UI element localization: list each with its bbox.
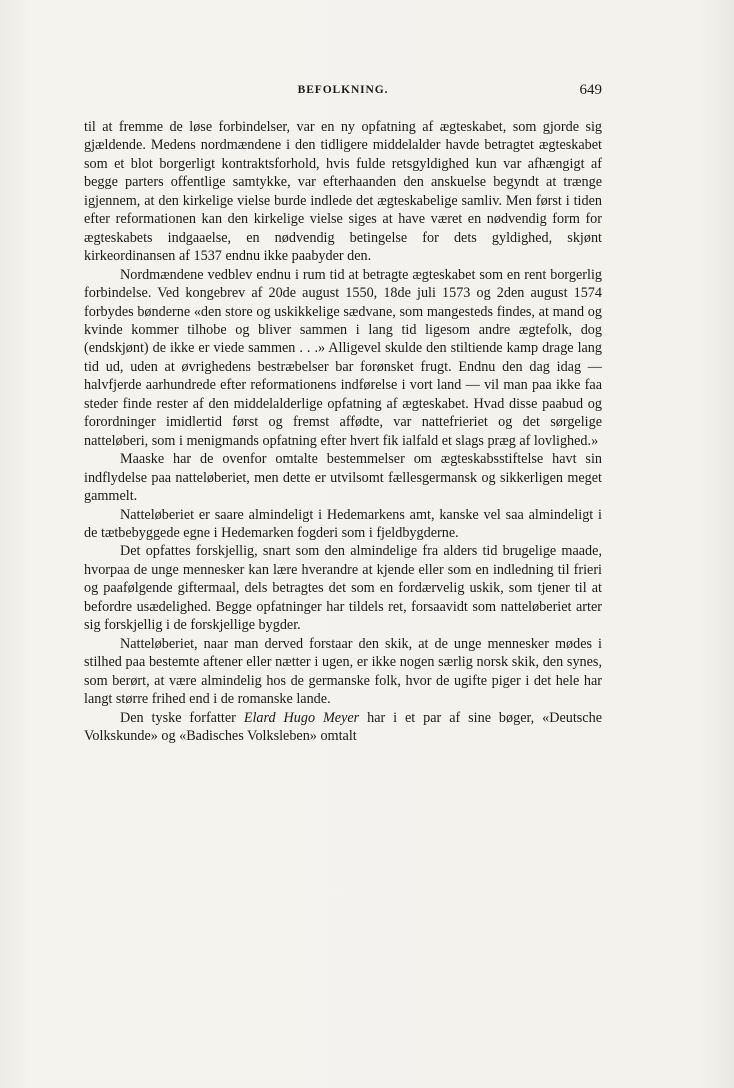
- paragraph-hedemarken: Natteløberiet er saare almindeligt i Hedemarkens amt, kanske vel saa almindeligt i de tætbebyggede egne i Hedemarken fogderi som i fjeldbygderne.: [84, 506, 602, 541]
- paragraph-interpretations: Det opfattes forskjellig, snart som den almindelige fra alders tid brugelige maade, hvorpaa de unge mennesker kan lære hverandre at kjende eller som en indledning til frieri og paafølgende giftermaal, dels betragtes det som en fordærvelig uskik, som tjener til at befordre usædelighed. Begge opfatninger har tildels ret, forsaavidt som natteløberiet arter sig forskjellig i de forskjellige bygder.: [84, 543, 602, 634]
- page-number: 649: [579, 82, 602, 98]
- paragraph-continuation: til at fremme de løse forbindelser, var en ny opfatning af ægteskabet, som gjorde sig gjældende. Medens nordmændene i den tidligere middelalder havde betragtet ægteskabet som et blot borgerligt kontraktsforhold, hvis fulde retsgyldighed kun var afhængigt af begge parters offentlige samtykke, var efterhaanden den anskuelse begyndt at trænge igjennem, at den kirkelige vielse burde indlede det ægteskabelige samliv. Men først i tiden efter reformationen kan den kirkelige vielse siges at have været en nødvendig form for ægteskabets indgaaelse, en nødvendig betingelse for dets gyldighed, skjønt kirkeordinansen af 1537 endnu ikke paabyder den.: [84, 119, 602, 265]
- paragraph-meyer: [84, 709, 602, 746]
- running-head: BEFOLKNING.: [297, 84, 389, 96]
- page-header: [84, 84, 602, 104]
- meyer-text-before: Den tyske forfatter: [120, 709, 244, 726]
- paragraph-germanic-custom: Natteløberiet, naar man derved forstaar den skik, at de unge mennesker mødes i stilhed paa bestemte aftener eller nætter i ugen, er ikke nogen særlig norsk skik, den synes, som berørt, at være almindelig hos de germanske folk, hvor de ugifte piger i det hele har langt større frihed end i de romanske lande.: [84, 635, 602, 708]
- paragraph-marriage-view: Nordmændene vedblev endnu i rum tid at betragte ægteskabet som en rent borgerlig forbindelse. Ved kongebrev af 20de august 1550, 18de juli 1573 og 2den august 1574 forbydes bønderne «den store og uskikkelige sædvane, som mangesteds findes, at mand og kvinde kommer tilhobe og bliver sammen i lang tid ligesom andre ægtefolk, dog (endskjønt) de ikke er viede sammen . . .» Alligevel skulde den stiltiende kamp drage lang tid ud, uden at øvrighedens bestræbelser bar forønsket frugt. Endnu den dag idag — halvfjerde aarhundrede efter reformationens indførelse i vort land — vil man paa ikke faa steder finde rester af den middelalderlige opfatning af ægteskabet. Hvad disse paabud og forordninger imidlertid først og fremst affødte, var nattefrieriet og det sørgelige natteløberi, som i menigmands opfatning efter hvert fik ialfald et slags præg af lovlighed.»: [84, 266, 602, 449]
- author-name: Elard Hugo Meyer: [243, 709, 360, 726]
- paragraph-influence: Maaske har de ovenfor omtalte bestemmelser om ægteskabsstiftelse havt sin indflydelse paa natteløberiet, men dette er utvilsomt fællesgermansk og sikkerligen meget gammelt.: [84, 451, 602, 505]
- body-text: [84, 118, 602, 745]
- meyer-text-after: har i et par af sine bøger, «Deutsche Volkskunde» og «Badisches Volksleben» omtalt: [84, 709, 602, 744]
